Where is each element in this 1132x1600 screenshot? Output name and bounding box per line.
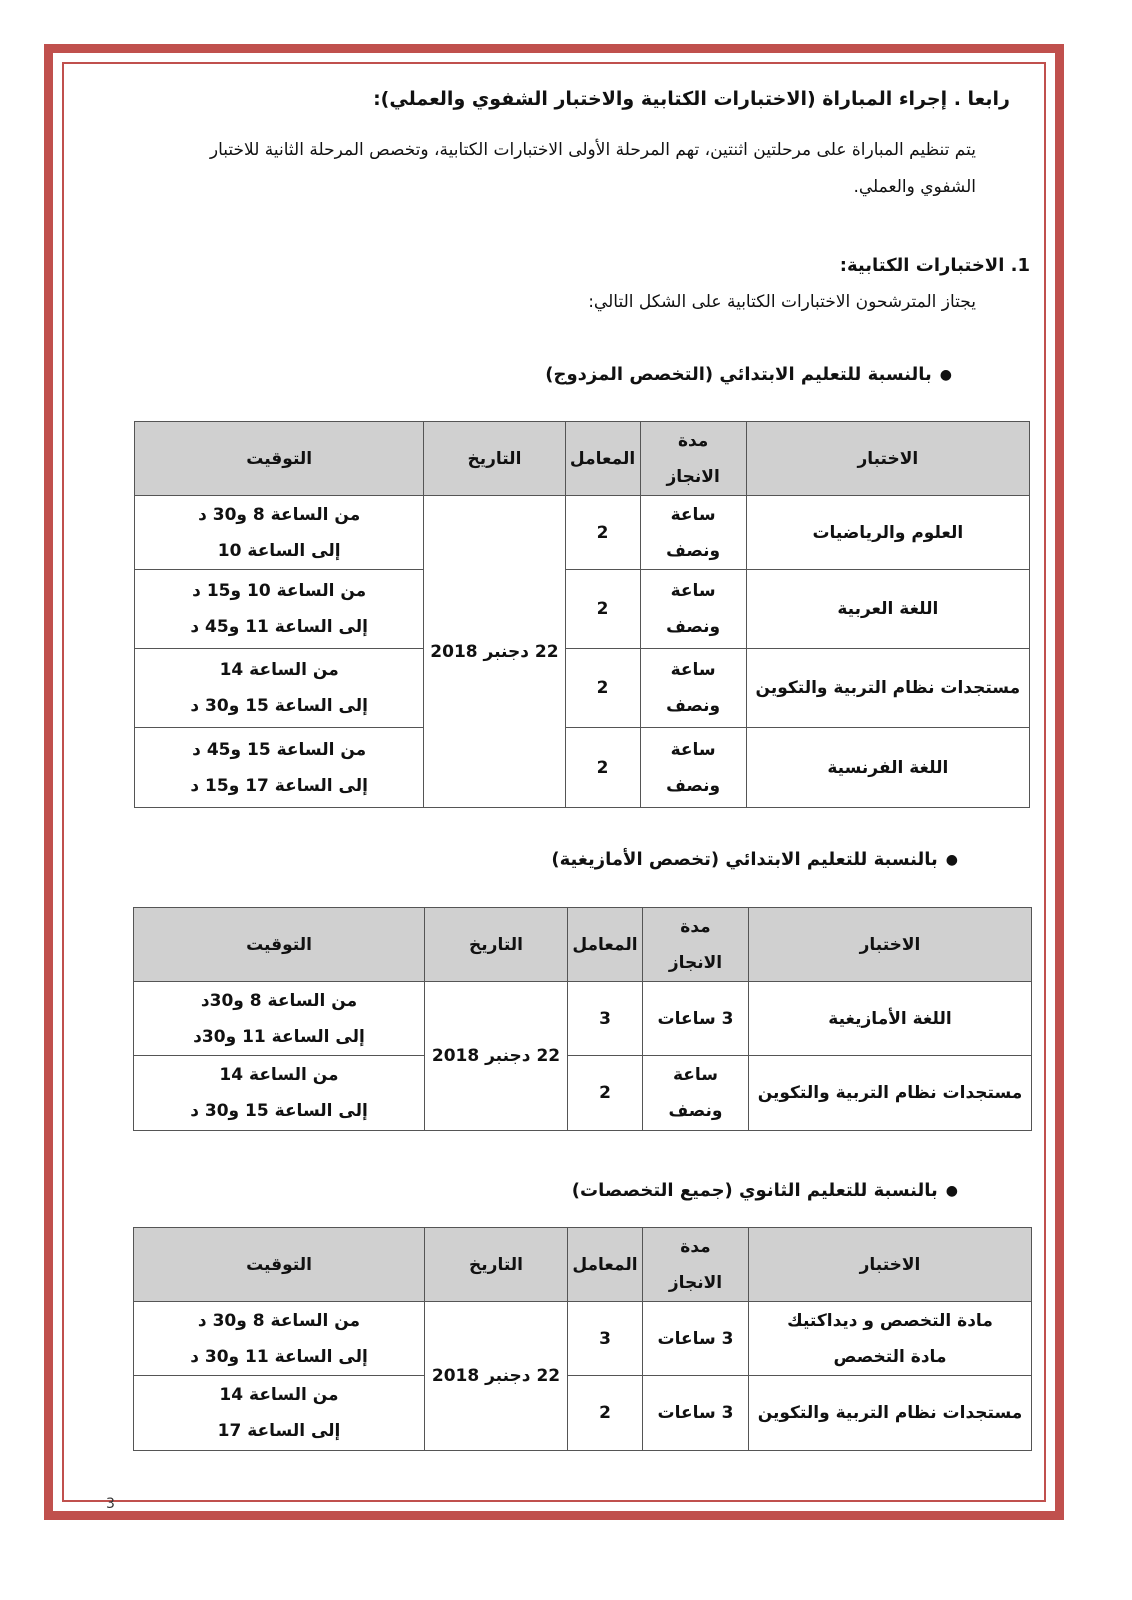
table-header-row bbox=[134, 1228, 1032, 1302]
table-row bbox=[134, 1376, 1032, 1451]
bullet-icon: ● bbox=[939, 367, 952, 383]
bullet-icon: ● bbox=[945, 1183, 958, 1199]
date-cell: 22 دجنبر 2018 bbox=[425, 982, 568, 1131]
exam-cell: مادة التخصص و ديداكتيك مادة التخصص bbox=[749, 1302, 1032, 1376]
header-date: التاريخ bbox=[425, 1228, 568, 1302]
header-coefficient: المعامل bbox=[568, 1228, 643, 1302]
table-row bbox=[135, 728, 1030, 808]
table2-title: ●بالنسبة للتعليم الابتدائي (تخصص الأمازيغية) bbox=[551, 849, 958, 870]
duration-cell: ساعة ونصف bbox=[640, 649, 746, 728]
coefficient-cell: 2 bbox=[565, 649, 640, 728]
coefficient-cell: 2 bbox=[568, 1056, 643, 1131]
table3-title: ●بالنسبة للتعليم الثانوي (جميع التخصصات) bbox=[571, 1180, 958, 1201]
header-time: التوقيت bbox=[134, 1228, 425, 1302]
bullet-icon: ● bbox=[945, 852, 958, 868]
table-row bbox=[135, 649, 1030, 728]
date-cell: 22 دجنبر 2018 bbox=[425, 1302, 568, 1451]
time-cell: من الساعة 15 و45 د إلى الساعة 17 و15 د bbox=[135, 728, 424, 808]
table-row bbox=[135, 496, 1030, 570]
duration-cell: 3 ساعات bbox=[643, 1376, 749, 1451]
time-cell: من الساعة 14 إلى الساعة 15 و30 د bbox=[135, 649, 424, 728]
written-exams-description: يجتاز المترشحون الاختبارات الكتابية على الشكل التالي: bbox=[588, 292, 976, 312]
table-row bbox=[135, 570, 1030, 649]
section-heading: رابعا . إجراء المباراة (الاختبارات الكتابية والاختبار الشفوي والعملي): bbox=[373, 88, 1010, 110]
coefficient-cell: 2 bbox=[565, 570, 640, 649]
date-cell: 22 دجنبر 2018 bbox=[424, 496, 565, 808]
exam-cell: اللغة العربية bbox=[746, 570, 1029, 649]
header-date: التاريخ bbox=[425, 908, 568, 982]
page-number: 3 bbox=[106, 1496, 115, 1512]
duration-cell: ساعة ونصف bbox=[640, 728, 746, 808]
exam-cell: مستجدات نظام التربية والتكوين bbox=[749, 1376, 1032, 1451]
header-coefficient: المعامل bbox=[565, 422, 640, 496]
exam-cell: اللغة الأمازيغية bbox=[749, 982, 1032, 1056]
intro-paragraph bbox=[100, 132, 1030, 206]
header-coefficient: المعامل bbox=[568, 908, 643, 982]
exam-cell: مستجدات نظام التربية والتكوين bbox=[749, 1056, 1032, 1131]
coefficient-cell: 2 bbox=[568, 1376, 643, 1451]
table-row bbox=[134, 1056, 1032, 1131]
exam-table-secondary bbox=[133, 1227, 1032, 1451]
table-row bbox=[134, 982, 1032, 1056]
duration-cell: 3 ساعات bbox=[643, 1302, 749, 1376]
header-exam: الاختبار bbox=[749, 1228, 1032, 1302]
header-exam: الاختبار bbox=[749, 908, 1032, 982]
header-duration: مدة الانجاز bbox=[640, 422, 746, 496]
table-row bbox=[134, 1302, 1032, 1376]
exam-table-primary-amazigh bbox=[133, 907, 1032, 1131]
coefficient-cell: 2 bbox=[565, 496, 640, 570]
header-duration: مدة الانجاز bbox=[643, 1228, 749, 1302]
table-header-row bbox=[134, 908, 1032, 982]
header-date: التاريخ bbox=[424, 422, 565, 496]
table1-title: ●بالنسبة للتعليم الابتدائي (التخصص المزدوج) bbox=[545, 364, 952, 385]
intro-line-1: يتم تنظيم المباراة على مرحلتين اثنتين، تهم المرحلة الأولى الاختبارات الكتابية، وتخصص المرحلة الثانية للاختبار bbox=[209, 140, 976, 160]
coefficient-cell: 3 bbox=[568, 1302, 643, 1376]
time-cell: من الساعة 10 و15 د إلى الساعة 11 و45 د bbox=[135, 570, 424, 649]
time-cell: من الساعة 8 و30 د إلى الساعة 11 و30 د bbox=[134, 1302, 425, 1376]
header-time: التوقيت bbox=[135, 422, 424, 496]
duration-cell: ساعة ونصف bbox=[640, 496, 746, 570]
page-content bbox=[100, 0, 1030, 1600]
intro-line-2: الشفوي والعملي. bbox=[853, 177, 976, 197]
exam-cell: العلوم والرياضيات bbox=[746, 496, 1029, 570]
time-cell: من الساعة 8 و30 د إلى الساعة 10 bbox=[135, 496, 424, 570]
duration-cell: ساعة ونصف bbox=[643, 1056, 749, 1131]
header-time: التوقيت bbox=[134, 908, 425, 982]
coefficient-cell: 2 bbox=[565, 728, 640, 808]
duration-cell: 3 ساعات bbox=[643, 982, 749, 1056]
duration-cell: ساعة ونصف bbox=[640, 570, 746, 649]
table-header-row bbox=[135, 422, 1030, 496]
header-duration: مدة الانجاز bbox=[643, 908, 749, 982]
exam-cell: اللغة الفرنسية bbox=[746, 728, 1029, 808]
exam-cell: مستجدات نظام التربية والتكوين bbox=[746, 649, 1029, 728]
time-cell: من الساعة 14 إلى الساعة 15 و30 د bbox=[134, 1056, 425, 1131]
written-exams-title: 1. الاختبارات الكتابية: bbox=[839, 255, 1030, 276]
time-cell: من الساعة 8 و30د إلى الساعة 11 و30د bbox=[134, 982, 425, 1056]
exam-table-primary-dual bbox=[134, 421, 1030, 808]
coefficient-cell: 3 bbox=[568, 982, 643, 1056]
time-cell: من الساعة 14 إلى الساعة 17 bbox=[134, 1376, 425, 1451]
header-exam: الاختبار bbox=[746, 422, 1029, 496]
